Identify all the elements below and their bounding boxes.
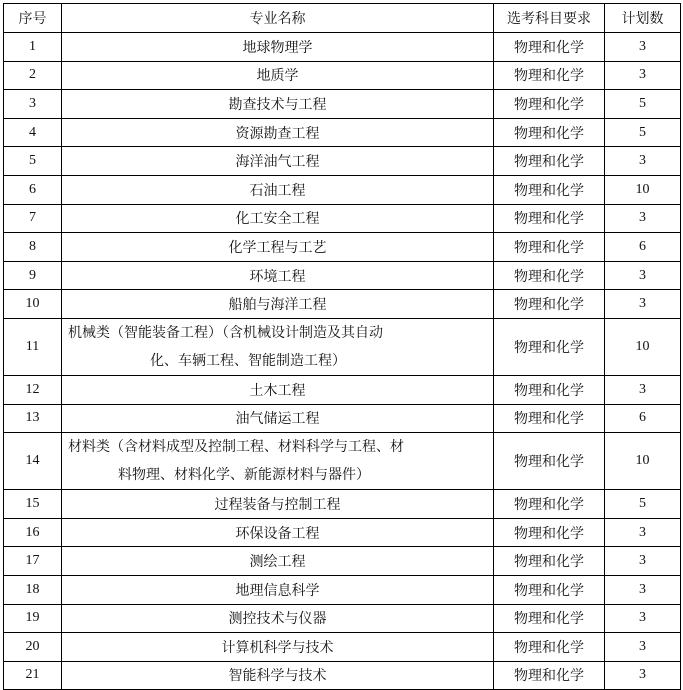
table-row (4, 290, 681, 319)
row-no: 18 (4, 575, 62, 604)
row-plan: 3 (605, 290, 681, 319)
row-major: 化工安全工程 (62, 204, 494, 233)
row-no: 6 (4, 175, 62, 204)
row-major: 测控技术与仪器 (62, 604, 494, 633)
row-major: 油气储运工程 (62, 404, 494, 433)
row-no: 19 (4, 604, 62, 633)
row-plan: 6 (605, 404, 681, 433)
row-no: 7 (4, 204, 62, 233)
row-major: 资源勘查工程 (62, 118, 494, 147)
row-no: 13 (4, 404, 62, 433)
table-row (4, 375, 681, 404)
row-major (62, 318, 494, 375)
row-subjects: 物理和化学 (494, 604, 605, 633)
row-plan: 5 (605, 118, 681, 147)
row-subjects: 物理和化学 (494, 290, 605, 319)
row-major: 海洋油气工程 (62, 147, 494, 176)
row-subjects: 物理和化学 (494, 633, 605, 662)
row-subjects: 物理和化学 (494, 33, 605, 62)
row-plan: 3 (605, 261, 681, 290)
row-no: 21 (4, 661, 62, 690)
row-plan: 3 (605, 147, 681, 176)
major-line-2: 料物理、材料化学、新能源材料与器件） (118, 467, 370, 484)
row-subjects: 物理和化学 (494, 375, 605, 404)
table-row (4, 175, 681, 204)
row-plan: 3 (605, 547, 681, 576)
table-row (4, 204, 681, 233)
table-row (4, 318, 681, 375)
row-plan: 6 (605, 233, 681, 262)
row-plan: 10 (605, 318, 681, 375)
table-row (4, 518, 681, 547)
major-line-2: 化、车辆工程、智能制造工程） (150, 352, 346, 369)
row-subjects: 物理和化学 (494, 490, 605, 519)
row-major: 过程装备与控制工程 (62, 490, 494, 519)
row-no: 9 (4, 261, 62, 290)
row-no: 3 (4, 90, 62, 119)
major-line-1: 材料类（含材料成型及控制工程、材料科学与工程、材 (68, 439, 404, 456)
row-subjects: 物理和化学 (494, 118, 605, 147)
table-row (4, 661, 681, 690)
row-major (62, 433, 494, 490)
row-major: 环保设备工程 (62, 518, 494, 547)
table-row (4, 604, 681, 633)
row-plan: 3 (605, 204, 681, 233)
header-plan: 计划数 (605, 4, 681, 33)
row-subjects: 物理和化学 (494, 90, 605, 119)
header-subjects: 选考科目要求 (494, 4, 605, 33)
row-subjects: 物理和化学 (494, 661, 605, 690)
table-row (4, 575, 681, 604)
row-major: 智能科学与技术 (62, 661, 494, 690)
row-subjects: 物理和化学 (494, 518, 605, 547)
row-plan: 5 (605, 90, 681, 119)
row-subjects: 物理和化学 (494, 318, 605, 375)
table-row (4, 490, 681, 519)
row-no: 10 (4, 290, 62, 319)
enrollment-plan-table (3, 3, 681, 690)
table-row (4, 90, 681, 119)
row-plan: 10 (605, 433, 681, 490)
row-subjects: 物理和化学 (494, 175, 605, 204)
table-row (4, 118, 681, 147)
row-major: 船舶与海洋工程 (62, 290, 494, 319)
row-major: 测绘工程 (62, 547, 494, 576)
table-row (4, 433, 681, 490)
row-major: 石油工程 (62, 175, 494, 204)
table-header-row (4, 4, 681, 33)
major-line-1: 机械类（智能装备工程）（含机械设计制造及其自动 (68, 324, 383, 341)
table-row (4, 147, 681, 176)
row-no: 14 (4, 433, 62, 490)
row-plan: 3 (605, 604, 681, 633)
row-no: 5 (4, 147, 62, 176)
row-no: 1 (4, 33, 62, 62)
header-major: 专业名称 (62, 4, 494, 33)
row-no: 2 (4, 61, 62, 90)
row-subjects: 物理和化学 (494, 61, 605, 90)
row-subjects: 物理和化学 (494, 147, 605, 176)
row-major: 化学工程与工艺 (62, 233, 494, 262)
row-plan: 3 (605, 575, 681, 604)
row-no: 8 (4, 233, 62, 262)
row-plan: 3 (605, 33, 681, 62)
row-no: 16 (4, 518, 62, 547)
row-subjects: 物理和化学 (494, 547, 605, 576)
table-row (4, 633, 681, 662)
row-plan: 3 (605, 518, 681, 547)
row-no: 20 (4, 633, 62, 662)
row-major: 环境工程 (62, 261, 494, 290)
row-subjects: 物理和化学 (494, 404, 605, 433)
row-subjects: 物理和化学 (494, 433, 605, 490)
table-row (4, 261, 681, 290)
row-plan: 10 (605, 175, 681, 204)
row-subjects: 物理和化学 (494, 233, 605, 262)
row-major: 地理信息科学 (62, 575, 494, 604)
row-plan: 3 (605, 61, 681, 90)
row-major: 地质学 (62, 61, 494, 90)
row-plan: 3 (605, 661, 681, 690)
row-major: 勘查技术与工程 (62, 90, 494, 119)
row-no: 4 (4, 118, 62, 147)
row-plan: 5 (605, 490, 681, 519)
row-major: 地球物理学 (62, 33, 494, 62)
row-subjects: 物理和化学 (494, 204, 605, 233)
row-no: 11 (4, 318, 62, 375)
row-subjects: 物理和化学 (494, 261, 605, 290)
row-no: 17 (4, 547, 62, 576)
row-plan: 3 (605, 633, 681, 662)
table-row (4, 404, 681, 433)
row-no: 15 (4, 490, 62, 519)
row-plan: 3 (605, 375, 681, 404)
row-subjects: 物理和化学 (494, 575, 605, 604)
table-row (4, 33, 681, 62)
header-no: 序号 (4, 4, 62, 33)
row-no: 12 (4, 375, 62, 404)
table-row (4, 233, 681, 262)
table-row (4, 547, 681, 576)
table-row (4, 61, 681, 90)
row-major: 土木工程 (62, 375, 494, 404)
row-major: 计算机科学与技术 (62, 633, 494, 662)
